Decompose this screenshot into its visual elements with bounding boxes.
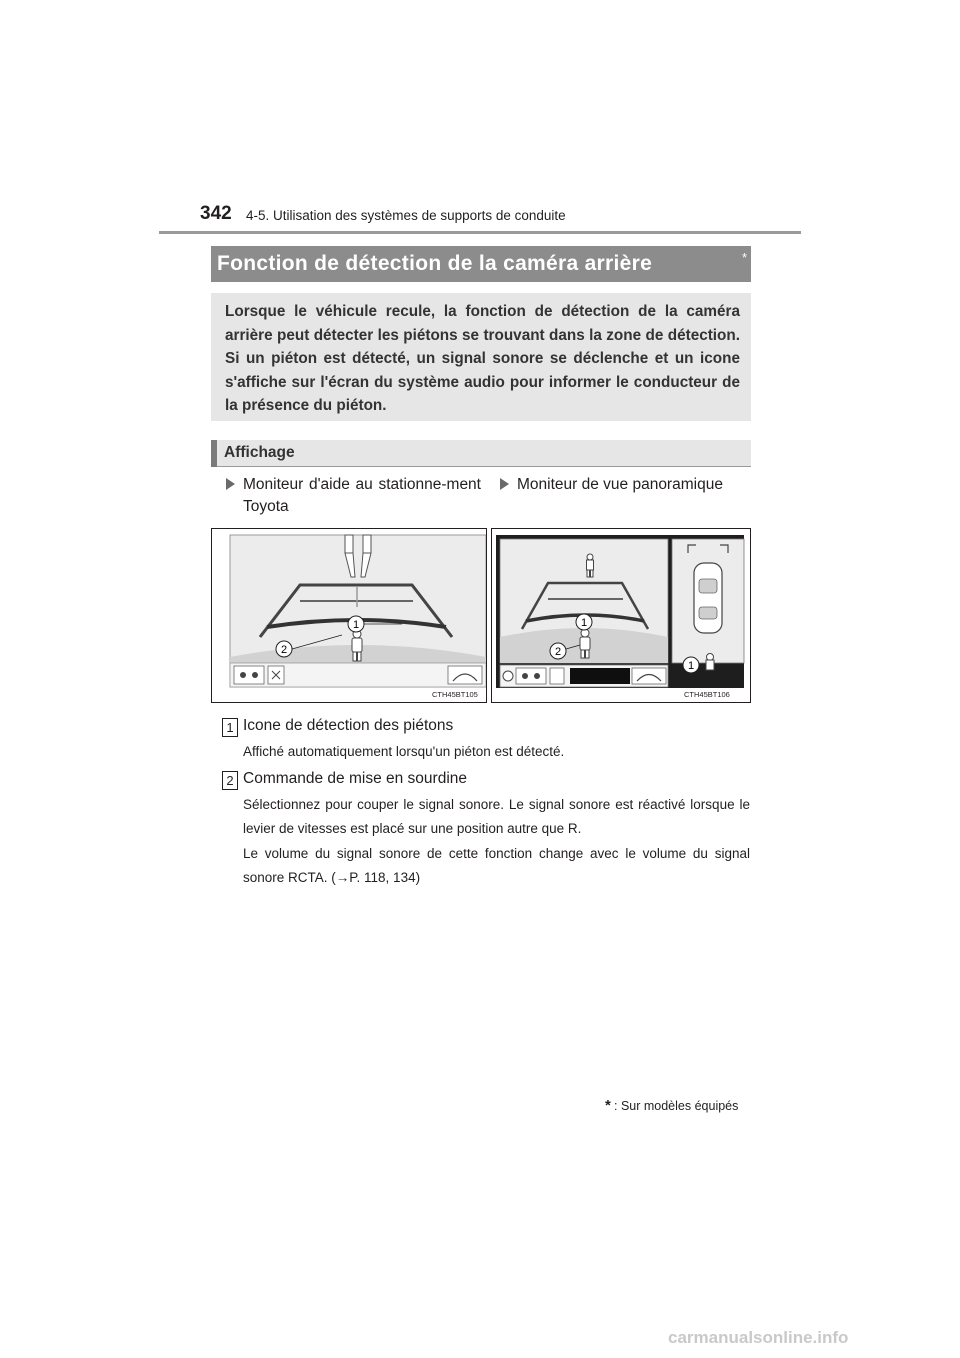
callout-2-label: 2: [280, 644, 288, 656]
left-monitor-label: Moniteur d'aide au stationne-ment Toyota: [243, 476, 481, 515]
item-number-badge: 2: [222, 771, 238, 790]
figure-code-right: CTH45BT106: [684, 690, 730, 699]
watermark: carmanualsonline.info: [668, 1328, 849, 1347]
callout-2-label: 2: [554, 646, 562, 658]
callout-1-label: 1: [580, 617, 588, 629]
parking-assist-screen-illustration: [212, 529, 486, 702]
intro-text: Lorsque le véhicule recule, la fonction de détection de la caméra arrière peut détecter les piétons se trouvant dans la zone de détection. Si un piéton est détecté, un signal sonore se déclenche et un icone s'affiche sur l'écran du système audio pour informer le conducteur de la présence du piéton.: [225, 303, 740, 414]
figure-parking-assist: [211, 528, 487, 703]
figure-panoramic-view: [491, 528, 751, 703]
item-number-badge: 1: [222, 718, 238, 737]
page-number: 342: [200, 203, 232, 224]
footnote-text: : Sur modèles équipés: [614, 1099, 739, 1113]
header-divider: [159, 231, 801, 234]
subsection-heading: Affichage: [224, 444, 295, 461]
footnote-asterisk: *: [605, 1097, 611, 1114]
title-asterisk: *: [742, 250, 748, 265]
bullet-triangle-icon: [500, 478, 509, 490]
bullet-triangle-icon: [226, 478, 235, 490]
subsection-marker: [211, 440, 217, 467]
item-description: Affiché automatiquement lorsqu'un piéton est détecté.: [243, 744, 565, 759]
item-title-mute-command: Commande de mise en sourdine: [243, 770, 468, 787]
item-description: Le volume du signal sonore de cette fonction change avec le volume du signal sonore RCTA. (→P. 118, 134): [243, 846, 750, 885]
item-title-pedestrian-icon: Icone de détection des piétons: [243, 717, 454, 734]
callout-1-label: 1: [687, 660, 695, 672]
callout-1-label: 1: [352, 619, 360, 631]
panoramic-view-screen-illustration: [492, 529, 750, 702]
chapter-title: 4-5. Utilisation des systèmes de supports de conduite: [246, 208, 566, 223]
right-monitor-label: Moniteur de vue panoramique: [517, 476, 723, 493]
item-description: Sélectionnez pour couper le signal sonore. Le signal sonore est réactivé lorsque le levier de vitesses est placé sur une position autre que R.: [243, 797, 750, 836]
section-title: Fonction de détection de la caméra arrière: [217, 252, 653, 275]
figure-code-left: CTH45BT105: [432, 690, 478, 699]
